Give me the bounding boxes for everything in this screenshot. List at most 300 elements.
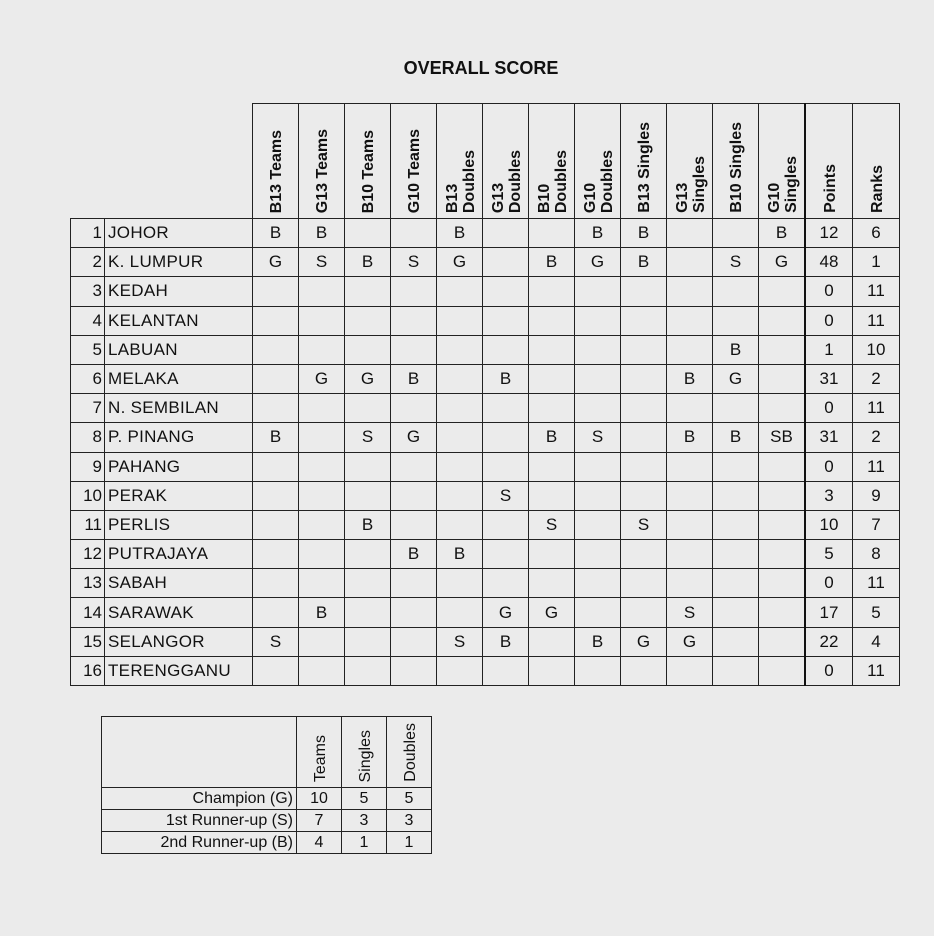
medal-cell: G [621, 627, 667, 656]
summary-body [102, 788, 432, 854]
table-row [71, 423, 900, 452]
medal-cell [713, 306, 759, 335]
medal-cell: B [713, 335, 759, 364]
medal-cell [621, 423, 667, 452]
medal-cell [483, 569, 529, 598]
medal-cell [529, 277, 575, 306]
points-header: Points [805, 104, 853, 219]
medal-cell [483, 248, 529, 277]
state-name: LABUAN [105, 335, 253, 364]
medal-cell [391, 569, 437, 598]
col-header: G10 Doubles [575, 104, 621, 219]
medal-cell [483, 219, 529, 248]
medal-cell [253, 277, 299, 306]
summary-col-header: Singles [342, 717, 387, 788]
summary-label: 1st Runner-up (S) [102, 810, 297, 832]
medal-cell [253, 364, 299, 393]
medal-cell [391, 481, 437, 510]
medal-cell [299, 656, 345, 685]
state-name: JOHOR [105, 219, 253, 248]
medal-cell: B [391, 540, 437, 569]
medal-cell [345, 452, 391, 481]
medal-cell [667, 452, 713, 481]
table-row [71, 394, 900, 423]
medal-cell [575, 277, 621, 306]
medal-cell [253, 540, 299, 569]
medal-cell: G [667, 627, 713, 656]
medal-cell [667, 510, 713, 539]
points-cell: 0 [805, 656, 853, 685]
state-name: SELANGOR [105, 627, 253, 656]
row-number: 9 [71, 452, 105, 481]
medal-cell [621, 277, 667, 306]
table-row [71, 627, 900, 656]
medal-cell [299, 452, 345, 481]
medal-cell [529, 627, 575, 656]
medal-cell [575, 394, 621, 423]
points-cell: 48 [805, 248, 853, 277]
summary-value: 7 [297, 810, 342, 832]
medal-cell [529, 335, 575, 364]
rank-cell: 11 [853, 452, 900, 481]
medal-cell: G [253, 248, 299, 277]
row-number: 14 [71, 598, 105, 627]
summary-header-row [102, 717, 432, 788]
medal-cell [621, 452, 667, 481]
medal-cell [759, 394, 806, 423]
medal-cell: S [437, 627, 483, 656]
medal-cell [437, 335, 483, 364]
summary-row [102, 810, 432, 832]
state-name: K. LUMPUR [105, 248, 253, 277]
summary-value: 10 [297, 788, 342, 810]
medal-cell [391, 277, 437, 306]
medal-cell [483, 423, 529, 452]
row-number: 11 [71, 510, 105, 539]
medal-cell [713, 627, 759, 656]
row-number: 16 [71, 656, 105, 685]
medal-cell [437, 510, 483, 539]
points-cell: 12 [805, 219, 853, 248]
points-cell: 1 [805, 335, 853, 364]
medal-cell [575, 656, 621, 685]
medal-cell [437, 394, 483, 423]
medal-cell [391, 452, 437, 481]
summary-col-header: Doubles [387, 717, 432, 788]
table-row [71, 335, 900, 364]
medal-cell [391, 656, 437, 685]
medal-cell [621, 569, 667, 598]
table-row [71, 481, 900, 510]
medal-cell: S [345, 423, 391, 452]
medal-cell [299, 306, 345, 335]
points-cell: 0 [805, 569, 853, 598]
medal-cell [713, 277, 759, 306]
points-cell: 0 [805, 277, 853, 306]
medal-cell [575, 364, 621, 393]
medal-cell [759, 627, 806, 656]
medal-cell [253, 394, 299, 423]
medal-cell [299, 481, 345, 510]
medal-cell [759, 306, 806, 335]
medal-cell [345, 627, 391, 656]
rank-cell: 11 [853, 569, 900, 598]
state-name: KEDAH [105, 277, 253, 306]
medal-cell [299, 569, 345, 598]
state-name: KELANTAN [105, 306, 253, 335]
col-header: G10 Singles [759, 104, 806, 219]
points-cell: 22 [805, 627, 853, 656]
medal-cell [621, 364, 667, 393]
medal-cell [437, 306, 483, 335]
table-row [71, 598, 900, 627]
score-body [71, 219, 900, 686]
state-name: TERENGGANU [105, 656, 253, 685]
medal-cell [667, 335, 713, 364]
header-row [71, 104, 900, 219]
medal-cell [621, 481, 667, 510]
medal-cell [759, 277, 806, 306]
summary-value: 3 [342, 810, 387, 832]
medal-cell: B [575, 219, 621, 248]
summary-row [102, 832, 432, 854]
medal-cell [253, 335, 299, 364]
medal-cell: B [437, 540, 483, 569]
col-header: B10 Teams [345, 104, 391, 219]
state-name: MELAKA [105, 364, 253, 393]
medal-cell: G [299, 364, 345, 393]
medal-cell [713, 481, 759, 510]
row-number: 2 [71, 248, 105, 277]
medal-cell: G [483, 598, 529, 627]
medal-cell: B [253, 423, 299, 452]
medal-cell [759, 598, 806, 627]
points-cell: 0 [805, 394, 853, 423]
medal-cell [391, 306, 437, 335]
medal-cell [483, 306, 529, 335]
medal-cell: S [253, 627, 299, 656]
col-header: G13 Doubles [483, 104, 529, 219]
col-header: B13 Singles [621, 104, 667, 219]
state-name: SARAWAK [105, 598, 253, 627]
medal-cell [299, 423, 345, 452]
table-row [71, 277, 900, 306]
medal-cell [391, 598, 437, 627]
medal-cell [529, 364, 575, 393]
rank-cell: 5 [853, 598, 900, 627]
medal-cell [713, 510, 759, 539]
medal-cell [437, 423, 483, 452]
medal-cell [253, 569, 299, 598]
rank-cell: 11 [853, 306, 900, 335]
medal-cell [621, 306, 667, 335]
points-cell: 0 [805, 452, 853, 481]
medal-cell [575, 481, 621, 510]
row-number: 1 [71, 219, 105, 248]
table-row [71, 656, 900, 685]
medal-cell [345, 335, 391, 364]
medal-cell [529, 540, 575, 569]
medal-cell [391, 510, 437, 539]
table-row [71, 248, 900, 277]
state-name: P. PINANG [105, 423, 253, 452]
table-row [71, 219, 900, 248]
medal-cell [391, 335, 437, 364]
medal-cell [345, 569, 391, 598]
row-number: 3 [71, 277, 105, 306]
medal-cell [759, 364, 806, 393]
table-row [71, 510, 900, 539]
medal-cell [621, 540, 667, 569]
medal-cell [253, 598, 299, 627]
medal-cell [667, 569, 713, 598]
page-title: OVERALL SCORE [403, 58, 559, 78]
medal-cell: B [621, 248, 667, 277]
medal-cell [713, 598, 759, 627]
medal-cell: S [299, 248, 345, 277]
summary-label: 2nd Runner-up (B) [102, 832, 297, 854]
rank-cell: 10 [853, 335, 900, 364]
medal-cell [483, 510, 529, 539]
summary-value: 5 [387, 788, 432, 810]
rank-cell: 9 [853, 481, 900, 510]
summary-col-header: Teams [297, 717, 342, 788]
row-number: 7 [71, 394, 105, 423]
medal-cell [529, 481, 575, 510]
medal-cell [759, 656, 806, 685]
medal-cell [529, 569, 575, 598]
header-blank [71, 104, 253, 219]
medal-cell: B [575, 627, 621, 656]
medal-cell [345, 394, 391, 423]
medal-cell [713, 394, 759, 423]
ranks-header: Ranks [853, 104, 900, 219]
state-name: N. SEMBILAN [105, 394, 253, 423]
medal-cell [253, 656, 299, 685]
medal-cell [667, 277, 713, 306]
medal-cell [621, 394, 667, 423]
medal-cell [713, 452, 759, 481]
medal-cell [483, 335, 529, 364]
medal-cell: B [253, 219, 299, 248]
state-name: SABAH [105, 569, 253, 598]
state-name: PAHANG [105, 452, 253, 481]
medal-cell [437, 277, 483, 306]
summary-label: Champion (G) [102, 788, 297, 810]
medal-cell [529, 306, 575, 335]
points-cell: 31 [805, 364, 853, 393]
medal-cell [299, 627, 345, 656]
medal-cell [483, 394, 529, 423]
medal-cell: SB [759, 423, 806, 452]
points-cell: 3 [805, 481, 853, 510]
row-number: 12 [71, 540, 105, 569]
col-header: B10 Singles [713, 104, 759, 219]
col-header: G13 Teams [299, 104, 345, 219]
medal-cell [575, 335, 621, 364]
table-row [71, 364, 900, 393]
rank-cell: 7 [853, 510, 900, 539]
medal-cell [483, 452, 529, 481]
row-number: 6 [71, 364, 105, 393]
table-row [71, 452, 900, 481]
medal-cell [391, 394, 437, 423]
col-header: G13 Singles [667, 104, 713, 219]
medal-cell: B [667, 423, 713, 452]
row-number: 4 [71, 306, 105, 335]
medal-cell: S [667, 598, 713, 627]
medal-cell [713, 656, 759, 685]
medal-cell: S [621, 510, 667, 539]
medal-cell [759, 510, 806, 539]
overall-score-table [70, 103, 900, 686]
medal-cell: B [529, 423, 575, 452]
rank-cell: 2 [853, 423, 900, 452]
medal-cell: B [759, 219, 806, 248]
medal-cell [391, 219, 437, 248]
medal-cell [621, 598, 667, 627]
medal-cell [529, 219, 575, 248]
summary-corner [102, 717, 297, 788]
medal-cell: S [713, 248, 759, 277]
summary-value: 5 [342, 788, 387, 810]
medal-cell: G [759, 248, 806, 277]
rank-cell: 2 [853, 364, 900, 393]
row-number: 15 [71, 627, 105, 656]
medal-cell [253, 481, 299, 510]
row-number: 8 [71, 423, 105, 452]
medal-cell: B [483, 627, 529, 656]
points-cell: 31 [805, 423, 853, 452]
medal-cell [437, 598, 483, 627]
medal-cell: B [345, 510, 391, 539]
col-header: B10 Doubles [529, 104, 575, 219]
medal-cell: B [345, 248, 391, 277]
medal-cell [713, 540, 759, 569]
medal-cell [667, 481, 713, 510]
medal-cell [759, 335, 806, 364]
medal-cell [575, 569, 621, 598]
summary-row [102, 788, 432, 810]
medal-cell: G [345, 364, 391, 393]
points-cell: 10 [805, 510, 853, 539]
medal-cell: B [483, 364, 529, 393]
medal-cell: G [575, 248, 621, 277]
medal-cell [345, 306, 391, 335]
rank-cell: 11 [853, 656, 900, 685]
medal-cell [253, 510, 299, 539]
medal-cell [483, 656, 529, 685]
medal-cell: B [299, 598, 345, 627]
state-name: PERAK [105, 481, 253, 510]
medal-cell: B [437, 219, 483, 248]
table-row [71, 540, 900, 569]
medal-cell [345, 540, 391, 569]
medal-cell: S [529, 510, 575, 539]
medal-cell [575, 540, 621, 569]
medal-cell [253, 452, 299, 481]
medal-cell [667, 394, 713, 423]
medal-cell [299, 277, 345, 306]
medal-cell [667, 219, 713, 248]
medal-cell [621, 335, 667, 364]
medal-cell [437, 452, 483, 481]
state-name: PUTRAJAYA [105, 540, 253, 569]
medal-cell: S [575, 423, 621, 452]
rank-cell: 11 [853, 277, 900, 306]
medal-cell [667, 540, 713, 569]
medal-cell [529, 452, 575, 481]
rank-cell: 6 [853, 219, 900, 248]
summary-value: 1 [387, 832, 432, 854]
medal-cell [713, 219, 759, 248]
row-number: 10 [71, 481, 105, 510]
medal-cell [345, 598, 391, 627]
medal-cell [759, 569, 806, 598]
summary-value: 3 [387, 810, 432, 832]
row-number: 5 [71, 335, 105, 364]
col-header: B13 Teams [253, 104, 299, 219]
medal-cell [759, 540, 806, 569]
rank-cell: 8 [853, 540, 900, 569]
medal-cell [345, 481, 391, 510]
medal-cell: B [621, 219, 667, 248]
medal-cell [345, 277, 391, 306]
medal-cell [759, 452, 806, 481]
medal-cell [299, 510, 345, 539]
medal-cell [483, 540, 529, 569]
medal-cell: S [391, 248, 437, 277]
medal-cell [621, 656, 667, 685]
table-row [71, 569, 900, 598]
medal-summary-table [101, 716, 432, 854]
medal-cell: S [483, 481, 529, 510]
summary-value: 4 [297, 832, 342, 854]
rank-cell: 4 [853, 627, 900, 656]
medal-cell: G [391, 423, 437, 452]
medal-cell [575, 452, 621, 481]
rank-cell: 11 [853, 394, 900, 423]
medal-cell [299, 335, 345, 364]
points-cell: 0 [805, 306, 853, 335]
medal-cell [345, 656, 391, 685]
medal-cell [713, 569, 759, 598]
medal-cell [575, 598, 621, 627]
medal-cell: B [391, 364, 437, 393]
medal-cell [437, 569, 483, 598]
medal-cell: B [299, 219, 345, 248]
table-row [71, 306, 900, 335]
medal-cell: G [437, 248, 483, 277]
medal-cell: G [529, 598, 575, 627]
medal-cell: B [667, 364, 713, 393]
medal-cell [437, 481, 483, 510]
medal-cell [575, 510, 621, 539]
medal-cell [299, 394, 345, 423]
points-cell: 5 [805, 540, 853, 569]
medal-cell [437, 364, 483, 393]
medal-cell [529, 656, 575, 685]
medal-cell: B [529, 248, 575, 277]
state-name: PERLIS [105, 510, 253, 539]
col-header: B13 Doubles [437, 104, 483, 219]
medal-cell [345, 219, 391, 248]
medal-cell [667, 248, 713, 277]
medal-cell [575, 306, 621, 335]
col-header: G10 Teams [391, 104, 437, 219]
points-cell: 17 [805, 598, 853, 627]
medal-cell [391, 627, 437, 656]
